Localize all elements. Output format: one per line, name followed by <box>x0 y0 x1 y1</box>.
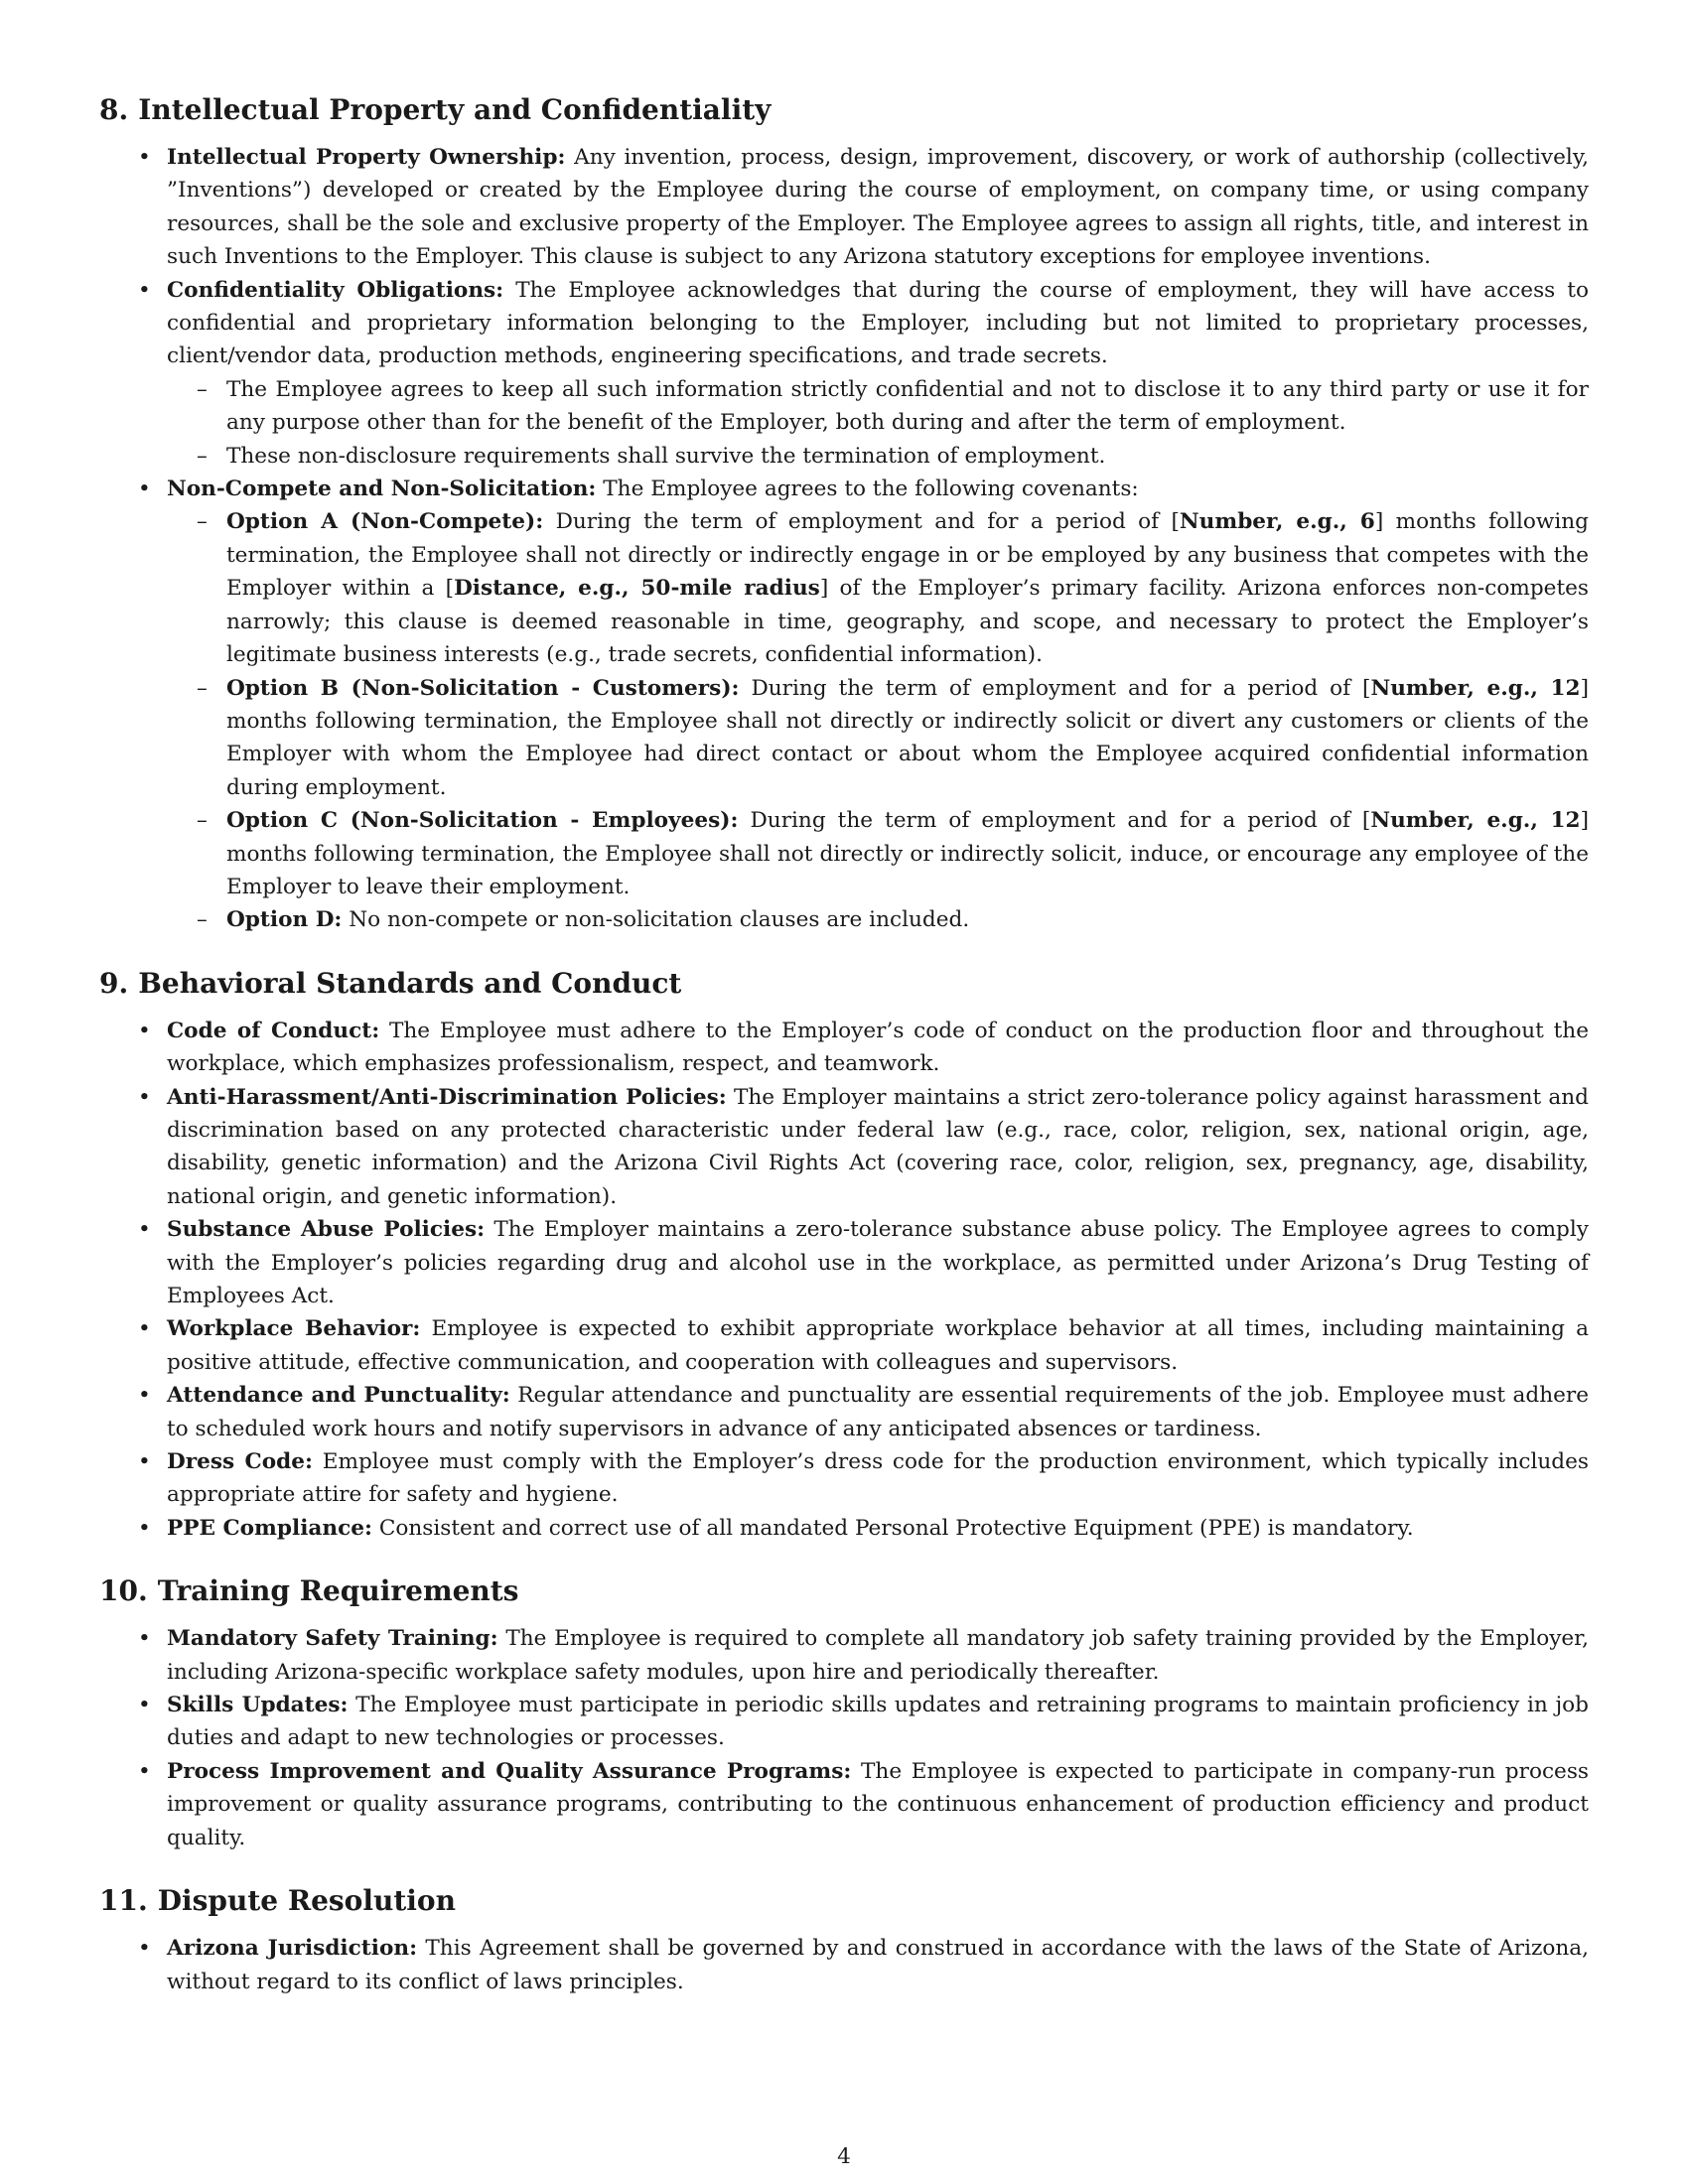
section-9 <box>99 967 1589 1546</box>
option-label: Option B (Non-Solicitation - Customers): <box>226 675 740 701</box>
option-b <box>167 672 1589 805</box>
item-lead: Workplace Behavior: <box>167 1316 421 1342</box>
item-text: The Employer maintains a zero-tolerance substance abuse policy. The Employee agrees to comply with the Employer’s policies regarding drug and alcohol use in the workplace, as permitted under Arizona’s Drug Testing of Employees Act. <box>167 1217 1589 1308</box>
dash-icon: – <box>197 675 208 701</box>
list-item <box>99 1312 1589 1379</box>
section-number: 11. <box>99 1884 148 1918</box>
list-item <box>99 141 1589 274</box>
item-text: Employee is expected to exhibit appropriate workplace behavior at all times, including maintaining a positive attitude, effective communication, and cooperation with colleagues and supervisors. <box>167 1316 1589 1375</box>
placeholder-number: Number, e.g., 12 <box>1370 675 1581 701</box>
list-item <box>99 1512 1589 1545</box>
option-a <box>167 505 1589 671</box>
option-c <box>167 804 1589 903</box>
bullet-icon: • <box>138 1758 151 1784</box>
section-11 <box>99 1884 1589 1998</box>
placeholder-distance: Distance, e.g., 50-mile radius <box>454 576 820 602</box>
option-text-post: ] of the Employer’s primary facility. Arizona enforces non-competes narrowly; this clause is deemed reasonable in time, geography, and scope, and necessary to protect the Employer’s legitimate business interests (e.g., trade secrets, confidential information). <box>226 576 1589 668</box>
item-text: Employee must comply with the Employer’s dress code for the production environment, which typically includes appropriate attire for safety and hygiene. <box>167 1449 1589 1508</box>
item-lead: Arizona Jurisdiction: <box>167 1936 418 1962</box>
section-heading <box>99 1574 1589 1608</box>
list-item <box>99 1015 1589 1081</box>
section-heading <box>99 93 1589 127</box>
option-text-post: No non-compete or non-solicitation clauses are included. <box>349 907 970 933</box>
option-text-pre: During the term of employment and for a period of [ <box>751 675 1371 701</box>
list-item <box>99 473 1589 937</box>
sub-list-item <box>167 440 1589 473</box>
item-text: This Agreement shall be governed by and construed in accordance with the laws of the State of Arizona, without regard to its conflict of laws principles. <box>167 1936 1589 1994</box>
bullet-icon: • <box>138 277 151 303</box>
section-list <box>99 141 1589 937</box>
bullet-icon: • <box>138 1626 151 1652</box>
section-list <box>99 1622 1589 1854</box>
bullet-icon: • <box>138 1383 151 1409</box>
section-number: 8. <box>99 93 129 126</box>
sub-list <box>167 373 1589 473</box>
dash-icon: – <box>197 808 208 834</box>
option-d <box>167 903 1589 936</box>
dash-icon: – <box>197 509 208 535</box>
section-list <box>99 1932 1589 1998</box>
section-list <box>99 1015 1589 1546</box>
list-item <box>99 1445 1589 1512</box>
section-title: Training Requirements <box>157 1574 519 1608</box>
list-item <box>99 1689 1589 1755</box>
item-lead: Anti-Harassment/Anti-Discrimination Policies: <box>167 1084 727 1110</box>
section-8 <box>99 93 1589 937</box>
bullet-icon: • <box>138 1217 151 1243</box>
item-text: The Employee is required to complete all mandatory job safety training provided by the Employer, including Arizona-specific workplace safety modules, upon hire and periodically thereafter. <box>167 1626 1589 1685</box>
sub-item-text: These non-disclosure requirements shall survive the termination of employment. <box>226 443 1106 469</box>
list-item <box>99 1622 1589 1689</box>
section-heading <box>99 967 1589 1001</box>
section-title: Dispute Resolution <box>157 1884 456 1918</box>
item-lead: Dress Code: <box>167 1449 313 1475</box>
item-text: The Employee must participate in periodic skills updates and retraining programs to maintain proficiency in job duties and adapt to new technologies or processes. <box>167 1693 1589 1751</box>
bullet-icon: • <box>138 1316 151 1342</box>
dash-icon: – <box>197 443 208 469</box>
item-text: The Employee must adhere to the Employer’s code of conduct on the production floor and throughout the workplace, which emphasizes professionalism, respect, and teamwork. <box>167 1018 1589 1077</box>
section-title: Intellectual Property and Confidentiality <box>138 93 772 126</box>
section-number: 10. <box>99 1574 148 1608</box>
bullet-icon: • <box>138 1693 151 1718</box>
item-lead: Intellectual Property Ownership: <box>167 145 566 170</box>
list-item <box>99 1932 1589 1998</box>
section-title: Behavioral Standards and Conduct <box>138 966 682 1000</box>
item-text: Consistent and correct use of all mandated Personal Protective Equipment (PPE) is mandatory. <box>378 1515 1414 1541</box>
bullet-icon: • <box>138 1018 151 1043</box>
dash-icon: – <box>197 376 208 402</box>
page-number: 4 <box>837 2144 851 2169</box>
bullet-icon: • <box>138 1084 151 1110</box>
option-label: Option D: <box>226 907 343 933</box>
list-item <box>99 274 1589 473</box>
option-text-mid: ] months following termination, the Employee shall not directly or indirectly engage in or be employed by any business that competes with the Employer within a [ <box>226 509 1589 602</box>
sub-list-item <box>167 373 1589 440</box>
item-text: The Employee acknowledges that during the course of employment, they will have access to confidential and proprietary information belonging to the Employer, including but not limited to proprietary processes, client/vendor data, production methods, engineering specifications, and trade secrets. <box>167 277 1589 369</box>
list-item <box>99 1755 1589 1854</box>
section-heading <box>99 1884 1589 1918</box>
item-lead: Mandatory Safety Training: <box>167 1626 498 1652</box>
list-item <box>99 1213 1589 1312</box>
placeholder-number: Number, e.g., 12 <box>1370 808 1581 834</box>
item-lead: Substance Abuse Policies: <box>167 1217 486 1243</box>
option-text-post: ] months following termination, the Employee shall not directly or indirectly solicit or divert any customers or clients of the Employer with whom the Employee had direct contact or about whom the Employee acquired confidential information during employment. <box>226 675 1589 800</box>
sub-item-text: The Employee agrees to keep all such information strictly confidential and not to disclose it to any third party or use it for any purpose other than for the benefit of the Employer, both during and after the term of employment. <box>226 376 1589 436</box>
bullet-icon: • <box>138 477 151 502</box>
item-text: The Employee is expected to participate in company-run process improvement or quality assurance programs, contributing to the continuous enhancement of production efficiency and product quality. <box>167 1758 1589 1850</box>
option-text-pre: During the term of employment and for a period of [ <box>750 808 1371 834</box>
item-lead: PPE Compliance: <box>167 1515 372 1541</box>
bullet-icon: • <box>138 1449 151 1475</box>
option-label: Option A (Non-Compete): <box>226 509 544 535</box>
option-text-pre: During the term of employment and for a period of [ <box>555 509 1180 535</box>
list-item <box>99 1379 1589 1445</box>
item-lead: Non-Compete and Non-Solicitation: <box>167 477 597 502</box>
bullet-icon: • <box>138 145 151 170</box>
item-text: Regular attendance and punctuality are essential requirements of the job. Employee must adhere to scheduled work hours and notify supervisors in advance of any anticipated absences or tardiness. <box>167 1383 1589 1441</box>
list-item <box>99 1081 1589 1214</box>
bullet-icon: • <box>138 1936 151 1962</box>
item-lead: Code of Conduct: <box>167 1018 380 1043</box>
document-content <box>99 93 1589 2028</box>
option-text-post: ] months following termination, the Employee shall not directly or indirectly solicit, induce, or encourage any employee of the Employer to leave their employment. <box>226 808 1589 899</box>
item-lead: Confidentiality Obligations: <box>167 277 504 303</box>
section-number: 9. <box>99 966 129 1000</box>
item-text: The Employee agrees to the following covenants: <box>603 477 1139 502</box>
bullet-icon: • <box>138 1515 151 1541</box>
item-lead: Skills Updates: <box>167 1693 349 1718</box>
item-lead: Process Improvement and Quality Assurance Programs: <box>167 1758 852 1784</box>
dash-icon: – <box>197 907 208 933</box>
option-label: Option C (Non-Solicitation - Employees): <box>226 808 739 834</box>
options-list <box>167 505 1589 936</box>
item-text: Any invention, process, design, improvement, discovery, or work of authorship (collectively, ”Inventions”) developed or created by the Employee during the course of employment, on company time, or using company resources, shall be the sole and exclusive property of the Employer. The Employee agrees to assign all rights, title, and interest in such Inventions to the Employer. This clause is subject to any Arizona statutory exceptions for employee inventions. <box>167 145 1590 270</box>
item-lead: Attendance and Punctuality: <box>167 1383 510 1409</box>
section-10 <box>99 1574 1589 1854</box>
item-text: The Employer maintains a strict zero-tolerance policy against harassment and discrimination based on any protected characteristic under federal law (e.g., race, color, religion, sex, national origin, age, disability, genetic information) and the Arizona Civil Rights Act (covering race, color, religion, sex, pregnancy, age, disability, national origin, and genetic information). <box>167 1084 1589 1209</box>
placeholder-number: Number, e.g., 6 <box>1179 509 1375 535</box>
